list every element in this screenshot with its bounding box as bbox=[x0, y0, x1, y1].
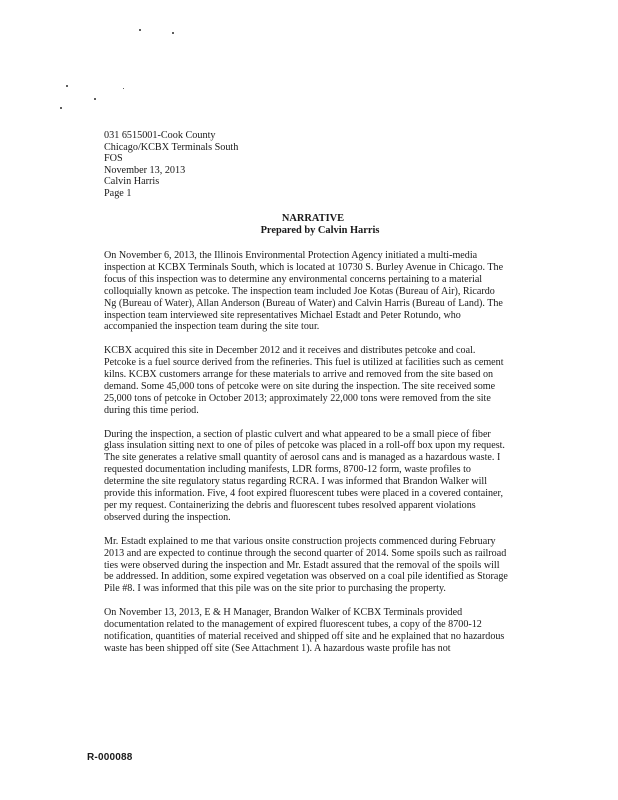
scan-speck bbox=[94, 98, 96, 100]
header-type: FOS bbox=[104, 153, 123, 165]
document-title: NARRATIVE bbox=[281, 213, 345, 224]
header-facility-id: 031 6515001-Cook County bbox=[104, 130, 216, 141]
narrative-paragraph: During the inspection, a section of plastic culvert and what appeared to be a small piece of fiber glass insulation sitting next to one of piles of petcoke was placed in a roll-off box upon my request. The site generates a relative small quantity of aerosol cans and is managed as a hazardous waste. I requested documentation including manifests, LDR forms, 8700-12 form, waste profiles to determine the site regulatory status regarding RCRA. I was informed that Brandon Walker will provide this information. Five, 4 foot expired fluorescent tubes were placed in a covered container, per my request. Containerizing the debris and fluorescent tubes resolved apparent violations observed during the inspection. bbox=[104, 428, 505, 523]
narrative-paragraph: On November 6, 2013, the Illinois Environmental Protection Agency initiated a multi-media inspection at KCBX Terminals South, which is located at 10730 S. Burley Avenue in Chicago. The focus of this inspection was to determine any environmental concerns pertaining to a material colloquially known as petcoke. The inspection team included Joe Kotas (Bureau of Air), Ricardo Ng (Bureau of Water), Allan Anderson (Bureau of Water) and Calvin Harris (Bureau of Land). The inspection team interviewed site representatives Michael Estadt and Peter Rotundo, who accompanied the inspection team during the site tour. bbox=[104, 250, 504, 333]
narrative-paragraph: Mr. Estadt explained to me that various onsite construction projects commenced during February 2013 and are expected to continue through the second quarter of 2014. Some spoils such as railroad ties were observed during the inspection and Mr. Estadt assured that the removal of the spoils will be addressed. In addition, some expired vegetation was observed on a coal pile identified as Storage Pile #8. I was informed that this pile was on the site prior to purchasing the property. bbox=[104, 535, 508, 595]
header-author: Calvin Harris bbox=[104, 176, 160, 188]
header-page-number: Page 1 bbox=[104, 187, 132, 199]
document-subtitle: Prepared by Calvin Harris bbox=[260, 225, 380, 236]
narrative-paragraph: KCBX acquired this site in December 2012 and it receives and distributes petcoke and coal. Petcoke is a fuel source derived from the refineries. This fuel is utilized at facilities such as cement kilns. KCBX customers arrange for these materials to arrive and removed from the site based on demand. Some 45,000 tons of petcoke were on site during the inspection. The site received some 25,000 tons of petcoke in October 2013; approximately 22,000 tons were removed from the site during this time period. bbox=[104, 345, 504, 416]
document-header bbox=[104, 130, 238, 200]
scan-speck bbox=[172, 32, 174, 34]
narrative-paragraph: On November 13, 2013, E & H Manager, Brandon Walker of KCBX Terminals provided documentation related to the management of expired fluorescent tubes, a copy of the 8700-12 notification, quantities of material received and shipped off site and he explained that no hazardous waste has been shipped off site (See Attachment 1). A hazardous waste profile has not bbox=[104, 607, 505, 654]
narrative-body bbox=[104, 250, 508, 667]
scan-speck bbox=[60, 107, 62, 109]
header-date: November 13, 2013 bbox=[104, 164, 186, 176]
header-facility-name: Chicago/KCBX Terminals South bbox=[104, 141, 239, 153]
scan-speck bbox=[139, 29, 141, 31]
bates-number: R-000088 bbox=[87, 752, 133, 763]
document-title-block bbox=[0, 213, 618, 237]
scan-speck bbox=[66, 85, 68, 87]
scan-speck bbox=[123, 88, 124, 89]
